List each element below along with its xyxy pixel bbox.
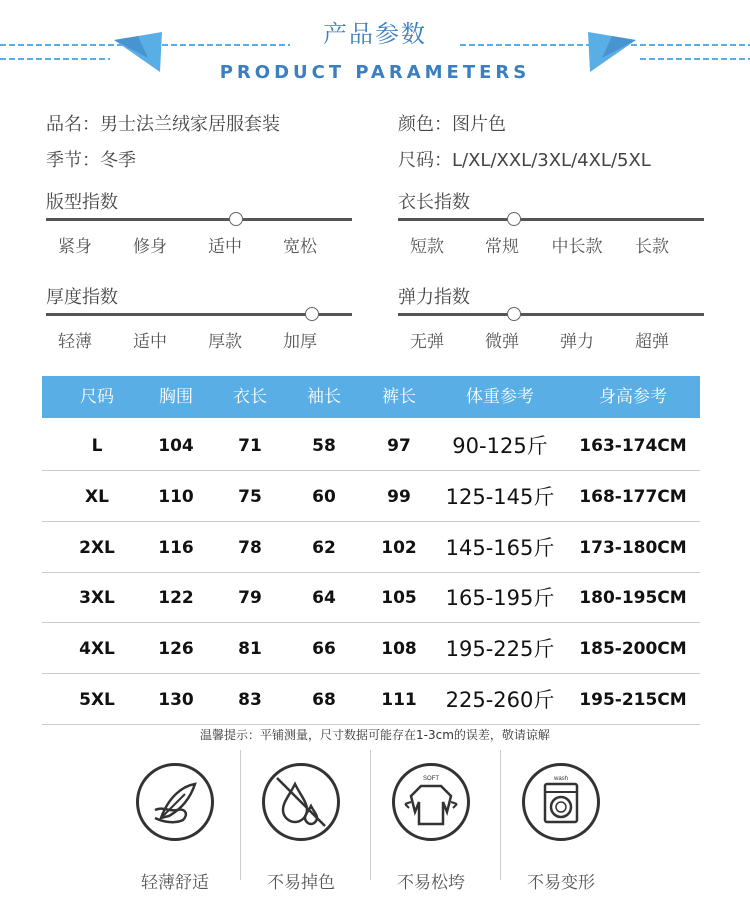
table-cell: L [91,436,103,456]
index-level-label: 加厚 [283,332,317,352]
index-track [46,218,352,221]
table-row [42,420,700,471]
product-name: 品名：男士法兰绒家居服套装 [46,114,280,135]
index-level-label: 长款 [635,237,669,257]
index-level-label: 宽松 [283,237,317,257]
index-level-label: 紧身 [58,237,92,257]
table-cell: 195-215CM [579,690,687,710]
index-level-label: 常规 [485,237,519,257]
product-sizes: 尺码：L/XL/XXL/3XL/4XL/5XL [398,150,651,171]
table-cell: 168-177CM [579,486,687,507]
table-cell: 81 [238,639,262,660]
table-cell: 110 [158,486,194,507]
index-level-label: 弹力 [560,332,594,352]
index-track [398,313,704,316]
table-cell: 125-145斤 [445,484,555,509]
index-level-label: 超弹 [635,332,669,352]
table-cell: 165-195斤 [445,586,555,611]
soft-sweater-icon [392,763,470,841]
table-cell: 5XL [79,690,115,710]
header-line-right-bottom [640,58,750,60]
feature-divider [370,750,371,880]
feature-label: 轻薄舒适 [141,873,209,893]
feature-divider [240,750,241,880]
table-cell: 83 [238,690,262,710]
product-color: 颜色：图片色 [398,114,506,135]
table-cell: 97 [387,436,411,456]
table-cell: 173-180CM [579,537,687,558]
table-header-cell: 尺码 [80,387,114,407]
product-season: 季节：冬季 [46,150,136,171]
table-cell: 64 [312,588,336,609]
table-cell: 71 [238,436,262,456]
table-cell: 195-225斤 [445,637,555,662]
table-cell: 130 [158,690,194,710]
table-cell: 90-125斤 [452,434,548,458]
feature-divider [500,750,501,880]
table-header-cell: 身高参考 [599,387,667,407]
table-cell: 102 [381,537,417,558]
table-cell: 79 [238,588,262,609]
table-cell: 75 [238,486,262,507]
index-level-label: 轻薄 [58,332,92,352]
table-cell: XL [85,486,109,507]
table-cell: 104 [158,436,194,456]
table-cell: 225-260斤 [445,688,555,712]
table-cell: 66 [312,639,336,660]
index-level-label: 修身 [133,237,167,257]
feature-label: 不易掉色 [267,873,335,893]
table-cell: 185-200CM [579,639,687,660]
table-cell: 3XL [79,588,115,609]
table-row [42,522,700,573]
index-level-label: 短款 [410,237,444,257]
index-level-label: 微弹 [485,332,519,352]
table-row [42,471,700,522]
feature-label: 不易松垮 [397,873,465,893]
index-level-label: 中长款 [551,237,603,257]
wash-text: wash [553,776,569,782]
index-marker [507,307,521,321]
index-marker [229,212,243,226]
water-drops-icon [262,763,340,841]
size-table-header [42,376,700,418]
feather-hand-icon [136,763,214,841]
table-cell: 180-195CM [579,588,687,609]
table-header-cell: 衣长 [233,387,267,407]
table-row [42,572,700,623]
table-header-cell: 体重参考 [466,387,534,407]
index-title: 版型指数 [46,192,118,213]
table-cell: 60 [312,486,336,507]
index-title: 衣长指数 [398,192,470,213]
table-cell: 105 [381,588,417,609]
table-cell: 58 [312,436,336,456]
index-level-label: 适中 [133,332,167,352]
page-title-cn: 产品参数 [323,20,427,48]
index-level-label: 无弹 [410,332,444,352]
table-cell: 4XL [79,639,115,660]
header-line-left-bottom [0,58,110,60]
table-cell: 122 [158,588,194,609]
index-marker [507,212,521,226]
index-track [398,218,704,221]
table-row [42,674,700,725]
table-cell: 111 [381,690,417,710]
table-row [42,623,700,674]
table-cell: 99 [387,486,411,507]
soft-text: SOFT [423,776,439,782]
index-marker [305,307,319,321]
measurement-note: 温馨提示：平铺测量，尺寸数据可能存在1-3cm的误差，敬请谅解 [200,728,550,742]
table-cell: 2XL [79,537,115,558]
table-header-cell: 胸围 [159,387,193,407]
table-cell: 62 [312,537,336,558]
table-cell: 78 [238,537,262,558]
table-cell: 126 [158,639,194,660]
index-level-label: 适中 [208,237,242,257]
table-cell: 145-165斤 [445,535,555,560]
table-cell: 68 [312,690,336,710]
index-title: 弹力指数 [398,287,470,308]
table-header-cell: 裤长 [382,387,416,407]
table-cell: 108 [381,639,417,660]
index-level-label: 厚款 [208,332,242,352]
table-cell: 116 [158,537,194,558]
washing-machine-icon [522,763,600,841]
page-title-en: PRODUCT PARAMETERS [219,62,531,83]
table-cell: 163-174CM [579,436,687,456]
index-title: 厚度指数 [46,287,118,308]
feature-label: 不易变形 [527,873,595,893]
table-header-cell: 袖长 [307,387,341,407]
